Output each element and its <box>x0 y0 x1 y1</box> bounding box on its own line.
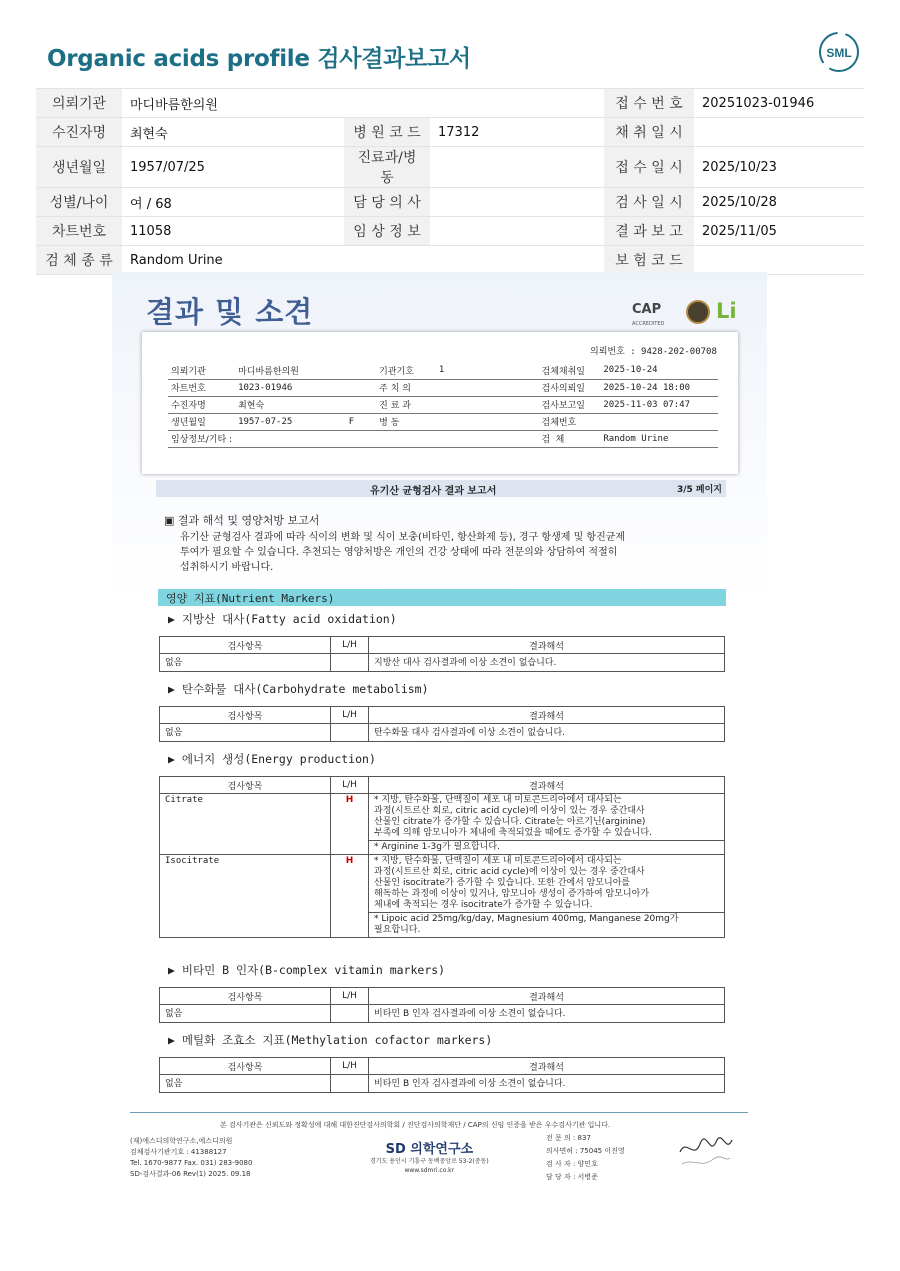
col-header-interp: 결과해석 <box>369 988 725 1005</box>
rec-line: * Arginine 1-3g가 필요합니다. <box>374 842 500 852</box>
info-row <box>168 362 718 379</box>
info-cell: 2025-11-03 07:47 <box>600 396 718 413</box>
info-cell: 의뢰기관 <box>168 362 235 379</box>
nutrient-markers-band: 영양 지표(Nutrient Markers) <box>158 589 726 606</box>
header-value <box>694 118 864 147</box>
note-line: 해독하는 과정에 이상이 있거나, 암모니아 생성이 증가하여 암모니아가 <box>374 889 650 899</box>
result-text: 탄수화물 대사 검사결과에 이상 소견이 없습니다. <box>369 724 725 742</box>
report-title: Organic acids profile 검사결과보고서 <box>47 46 471 72</box>
b-vitamin-table <box>159 987 725 1023</box>
interpretation-line: 유기산 균형검사 결과에 따라 식이의 변화 및 식이 보충(비타민, 항산화제 등), 경구 항생제 및 항진균제 <box>180 532 626 543</box>
header-label: 병 원 코 드 <box>344 118 430 147</box>
info-cell <box>436 379 539 396</box>
header-value: 20251023-01946 <box>694 89 864 118</box>
footer-line-text: SD-검사결과-06 Rev(1) 2025. 09.18 <box>130 1170 251 1178</box>
note-line: 산물인 isocitrate가 증가할 수 있습니다. 또한 간에서 암모니아를 <box>374 878 631 888</box>
info-cell: 1023-01946 <box>235 379 327 396</box>
carbohydrate-table <box>159 706 725 742</box>
note-line: * 지방, 탄수화물, 단백질이 세포 내 미토콘드리아에서 대사되는 <box>374 795 622 805</box>
info-cell: 검사의뢰일 <box>539 379 601 396</box>
footer-line-text: 검체검사기관기호 : 41388127 <box>130 1148 227 1156</box>
header-value <box>430 89 604 118</box>
info-cell: 차트번호 <box>168 379 235 396</box>
sml-logo <box>818 31 860 73</box>
header-value: 여 / 68 <box>122 188 344 217</box>
header-row <box>36 246 864 275</box>
sd-brand-name: SD 의학연구소 <box>385 1142 474 1157</box>
info-cell <box>235 430 327 447</box>
li-logo: Li <box>716 299 737 323</box>
info-cell: 최현숙 <box>235 396 327 413</box>
sd-address: 경기도 용인시 기흥구 동백중앙로 53-2(중동) <box>370 1158 489 1165</box>
result-item: 없음 <box>160 1005 331 1023</box>
result-text: 비타민 B 인자 검사결과에 이상 소견이 없습니다. <box>369 1075 725 1093</box>
result-text: 지방산 대사 검사결과에 이상 소견이 없습니다. <box>369 654 725 672</box>
header-label: 담 당 의 사 <box>344 188 430 217</box>
section-title-b-vitamin: ▶ 비타민 B 인자(B-complex vitamin markers) <box>168 963 446 977</box>
info-cell: 1 <box>436 362 539 379</box>
header-value <box>694 246 864 275</box>
info-cell: Random Urine <box>600 430 718 447</box>
col-header-interp: 결과해석 <box>369 777 725 794</box>
report-heading: 결과 및 소견 <box>146 295 314 329</box>
header-value <box>430 217 604 246</box>
request-number: 의뢰번호 : 9428-202-00708 <box>590 347 717 357</box>
info-row <box>168 396 718 413</box>
col-header-item: 검사항목 <box>160 1058 331 1075</box>
info-cell: 검체번호 <box>539 413 601 430</box>
header-label: 검 체 종 류 <box>36 246 122 275</box>
header-label: 의뢰기관 <box>36 89 122 118</box>
col-header-interp: 결과해석 <box>369 637 725 654</box>
info-row <box>168 430 718 447</box>
header-label: 접 수 일 시 <box>604 147 694 188</box>
note-line: 체내에 축적되는 경우 isocitrate가 증가할 수 있습니다. <box>374 900 593 910</box>
header-label: 차트번호 <box>36 217 122 246</box>
info-cell: 생년월일 <box>168 413 235 430</box>
note-line: 산물인 citrate가 증가할 수 있습니다. Citrate는 아르기닌(arginine) <box>374 817 646 827</box>
col-header-lh: L/H <box>331 1058 369 1075</box>
note-line: 과정(시트르산 회로, citric acid cycle)에 이상이 있는 경우 중간대사 <box>374 806 645 816</box>
header-value: 마디바름한의원 <box>122 89 344 118</box>
result-item-citrate: Citrate <box>160 794 331 855</box>
interpretation-line: 투여가 필요할 수 있습니다. 추천되는 영양처방은 개인의 건강 상태에 따라 전문의와 상담하여 적절히 <box>180 547 618 558</box>
sml-logo-text: SML <box>826 46 852 60</box>
header-value: 2025/10/28 <box>694 188 864 217</box>
header-label: 생년월일 <box>36 147 122 188</box>
col-header-lh: L/H <box>331 707 369 724</box>
info-cell: 1957-07-25 <box>235 413 327 430</box>
staff-line: 검 사 자 : 양민호 <box>546 1160 598 1168</box>
info-cell: 기관기호 <box>376 362 436 379</box>
header-label: 접 수 번 호 <box>604 89 694 118</box>
result-flag-isocitrate: H <box>331 855 369 938</box>
staff-line: 담 당 자 : 서병준 <box>546 1173 598 1181</box>
info-cell <box>376 430 436 447</box>
footer-line-text: (재)에스디의학연구소,에스디의원 <box>130 1137 233 1145</box>
header-label: 수진자명 <box>36 118 122 147</box>
header-label: 보 험 코 드 <box>604 246 694 275</box>
col-header-interp: 결과해석 <box>369 1058 725 1075</box>
patient-header-table <box>36 88 864 275</box>
header-label: 임 상 정 보 <box>344 217 430 246</box>
info-cell: F <box>327 413 376 430</box>
fatty-acid-table <box>159 636 725 672</box>
info-cell: 마디바름한의원 <box>235 362 327 379</box>
header-value: Random Urine <box>122 246 344 275</box>
header-value <box>430 147 604 188</box>
header-label: 결 과 보 고 <box>604 217 694 246</box>
footer-certification: 본 검사기관은 신뢰도와 정확성에 대해 대한진단검사의학회 / 진단검사의학재단 / CAP의 신임 인증을 받은 우수검사기관 입니다. <box>220 1121 611 1129</box>
header-value: 17312 <box>430 118 604 147</box>
result-flag <box>331 1005 369 1023</box>
header-value <box>430 246 604 275</box>
recommendation-isocitrate <box>369 913 725 938</box>
info-cell: 진 료 과 <box>376 396 436 413</box>
header-label: 성별/나이 <box>36 188 122 217</box>
footer-divider <box>130 1112 748 1113</box>
result-item: 없음 <box>160 654 331 672</box>
col-header-interp: 결과해석 <box>369 707 725 724</box>
info-cell: 검 체 <box>539 430 601 447</box>
info-cell <box>327 430 376 447</box>
header-value: 1957/07/25 <box>122 147 344 188</box>
result-item-isocitrate: Isocitrate <box>160 855 331 938</box>
header-row <box>36 188 864 217</box>
header-row <box>36 118 864 147</box>
info-cell <box>327 362 376 379</box>
note-line: * 지방, 탄수화물, 단백질이 세포 내 미토콘드리아에서 대사되는 <box>374 856 622 866</box>
interpretation-body <box>180 530 700 575</box>
header-value <box>430 188 604 217</box>
col-header-lh: L/H <box>331 637 369 654</box>
report-title-band <box>156 480 726 497</box>
cap-logo <box>632 302 664 328</box>
footer-line-text: Tel. 1670-9877 Fax. 031) 283-9080 <box>130 1159 253 1167</box>
cap-logo-sub: ACCREDITED <box>632 321 665 327</box>
info-cell: 병 동 <box>376 413 436 430</box>
result-flag <box>331 724 369 742</box>
info-cell <box>436 413 539 430</box>
staff-line: 의사면허 : 75045 이진영 <box>546 1147 625 1155</box>
result-flag <box>331 1075 369 1093</box>
footer-staff <box>546 1132 625 1184</box>
header-row <box>36 147 864 188</box>
info-row <box>168 379 718 396</box>
recommendation-citrate <box>369 841 725 855</box>
section-title-fatty-acid: ▶ 지방산 대사(Fatty acid oxidation) <box>168 612 397 626</box>
header-label: 진료과/병동 <box>344 147 430 188</box>
note-line: 과정(시트르산 회로, citric acid cycle)에 이상이 있는 경우 중간대사 <box>374 867 645 877</box>
footer-lab-info <box>130 1136 252 1180</box>
staff-line: 전 문 의 : 837 <box>546 1134 591 1142</box>
signature <box>676 1130 736 1170</box>
header-value: 11058 <box>122 217 344 246</box>
result-text: 비타민 B 인자 검사결과에 이상 소견이 없습니다. <box>369 1005 725 1023</box>
section-title-energy: ▶ 에너지 생성(Energy production) <box>168 752 376 766</box>
col-header-item: 검사항목 <box>160 777 331 794</box>
info-cell <box>600 413 718 430</box>
info-cell: 검사보고일 <box>539 396 601 413</box>
info-cell <box>436 396 539 413</box>
info-cell <box>327 379 376 396</box>
section-title-methylation: ▶ 메틸화 조효소 지표(Methylation cofactor markers) <box>168 1033 493 1047</box>
header-label: 검 사 일 시 <box>604 188 694 217</box>
header-row <box>36 217 864 246</box>
col-header-item: 검사항목 <box>160 707 331 724</box>
info-cell: 2025-10-24 18:00 <box>600 379 718 396</box>
footer-brand <box>370 1138 489 1174</box>
interpretation-line: 섭취하시기 바랍니다. <box>180 562 274 573</box>
info-cell: 수진자명 <box>168 396 235 413</box>
header-row <box>36 89 864 118</box>
col-header-lh: L/H <box>331 777 369 794</box>
band-title: 유기산 균형검사 결과 보고서 <box>370 486 497 497</box>
section-title-carbohydrate: ▶ 탄수화물 대사(Carbohydrate metabolism) <box>168 682 429 696</box>
result-text-isocitrate <box>369 855 725 913</box>
methylation-table <box>159 1057 725 1093</box>
result-flag-citrate: H <box>331 794 369 855</box>
rec-line: 필요합니다. <box>374 925 421 935</box>
info-cell: 주 치 의 <box>376 379 436 396</box>
col-header-lh: L/H <box>331 988 369 1005</box>
info-table <box>168 362 718 448</box>
info-cell: 임상정보/기타 : <box>168 430 235 447</box>
info-cell: 2025-10-24 <box>600 362 718 379</box>
header-value: 2025/11/05 <box>694 217 864 246</box>
header-label: 채 취 일 시 <box>604 118 694 147</box>
seal-logo <box>686 300 710 324</box>
info-box <box>142 332 738 474</box>
rec-line: * Lipoic acid 25mg/kg/day, Magnesium 400mg, Manganese 20mg가 <box>374 914 679 924</box>
info-cell <box>327 396 376 413</box>
result-item: 없음 <box>160 724 331 742</box>
result-text-citrate <box>369 794 725 841</box>
col-header-item: 검사항목 <box>160 637 331 654</box>
embedded-report <box>112 272 767 1188</box>
sd-website: www.sdmri.co.kr <box>404 1167 455 1174</box>
result-flag <box>331 654 369 672</box>
info-cell: 검체채취일 <box>539 362 601 379</box>
info-row <box>168 413 718 430</box>
energy-table <box>159 776 725 938</box>
page-indicator: 3/5 페이지 <box>676 485 722 495</box>
info-cell <box>436 430 539 447</box>
col-header-item: 검사항목 <box>160 988 331 1005</box>
header-label <box>344 246 430 275</box>
note-line: 부족에 의해 암모니아가 체내에 축적되었을 때에도 증가할 수 있습니다. <box>374 828 652 838</box>
header-label <box>344 89 430 118</box>
interpretation-title: ▣ 결과 해석 및 영양처방 보고서 <box>164 514 320 527</box>
result-item: 없음 <box>160 1075 331 1093</box>
header-value: 최현숙 <box>122 118 344 147</box>
cap-logo-text: CAP <box>632 302 662 317</box>
header-value: 2025/10/23 <box>694 147 864 188</box>
